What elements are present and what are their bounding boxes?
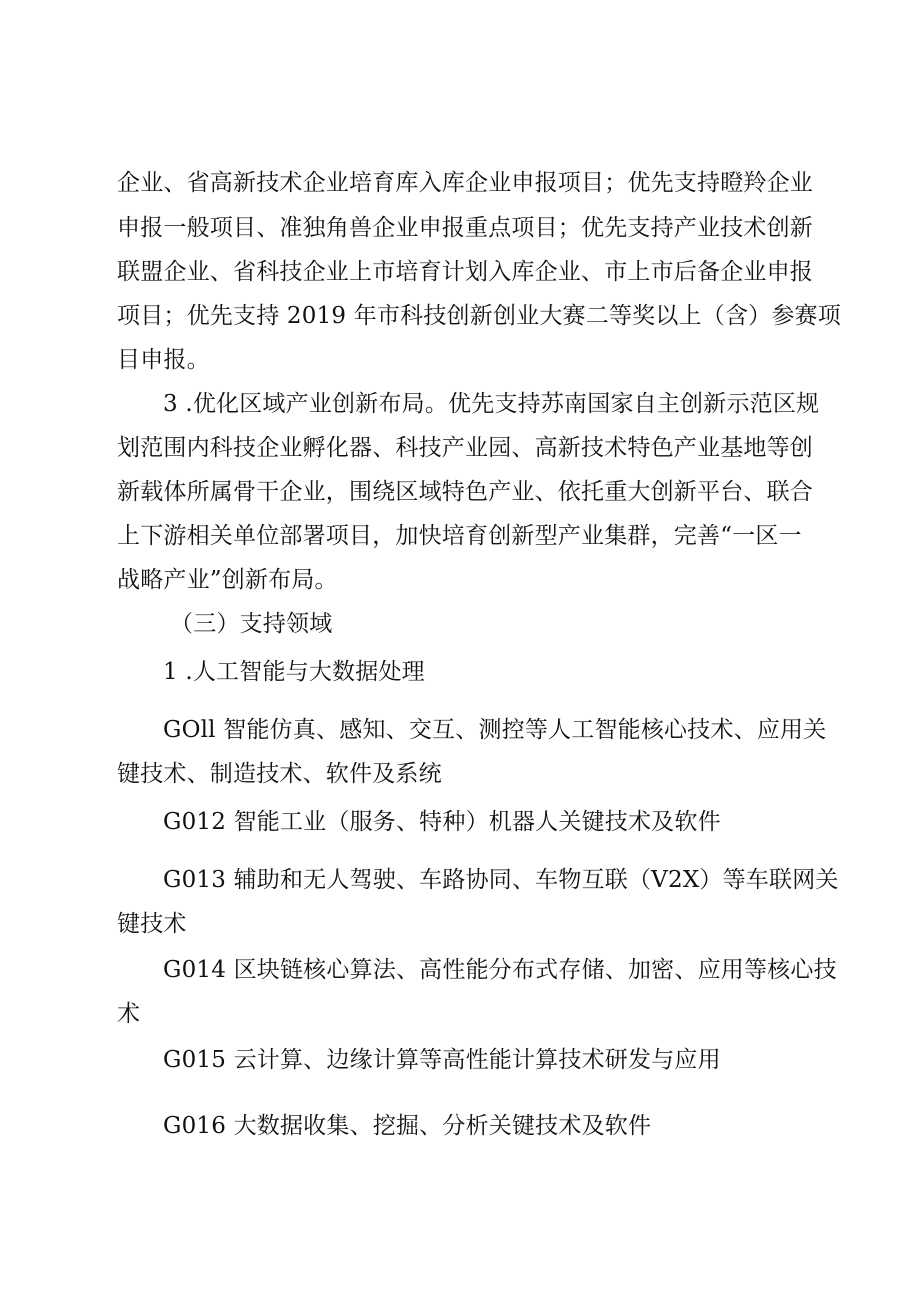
item-g011-line-1: GOll 智能仿真、感知、交互、测控等人工智能核心技术、应用关 bbox=[163, 717, 827, 743]
item-g014-line-2: 术 bbox=[117, 1001, 141, 1027]
item-g015: G015 云计算、边缘计算等高性能计算技术研发与应用 bbox=[163, 1047, 721, 1073]
paragraph-2-line-1: 3 .优化区域产业创新布局。优先支持苏南国家自主创新示范区规 bbox=[163, 391, 820, 417]
section-heading: （三）支持领域 bbox=[170, 611, 333, 637]
item-g013-line-1: G013 辅助和无人驾驶、车路协同、车物互联（V2X）等车联网关 bbox=[163, 867, 839, 893]
paragraph-1-line-4: 项目；优先支持 2019 年市科技创新创业大赛二等奖以上（含）参赛项 bbox=[117, 303, 841, 329]
item-g013-line-2: 键技术 bbox=[117, 911, 187, 937]
item-g016: G016 大数据收集、挖掘、分析关键技术及软件 bbox=[163, 1113, 652, 1139]
item-g014-line-1: G014 区块链核心算法、高性能分布式存储、加密、应用等核心技 bbox=[163, 957, 837, 983]
item-g012: G012 智能工业（服务、特种）机器人关键技术及软件 bbox=[163, 809, 721, 835]
paragraph-1-line-2: 申报一般项目、准独角兽企业申报重点项目；优先支持产业技术创新 bbox=[117, 215, 813, 241]
paragraph-2-line-5: 战略产业”创新布局。 bbox=[117, 567, 338, 593]
paragraph-2-line-4: 上下游相关单位部署项目，加快培育创新型产业集群，完善“一区一 bbox=[117, 523, 802, 549]
paragraph-1-line-1: 企业、省高新技术企业培育库入库企业申报项目；优先支持瞪羚企业 bbox=[117, 170, 813, 196]
paragraph-1-line-3: 联盟企业、省科技企业上市培育计划入库企业、市上市后备企业申报 bbox=[117, 259, 813, 285]
paragraph-2-line-2: 划范围内科技企业孵化器、科技产业园、高新技术特色产业基地等创 bbox=[117, 435, 813, 461]
paragraph-1-line-5: 目申报。 bbox=[117, 347, 210, 373]
paragraph-2-line-3: 新载体所属骨干企业，围绕区域特色产业、依托重大创新平台、联合 bbox=[117, 479, 813, 505]
subsection-heading: 1 .人工智能与大数据处理 bbox=[163, 659, 425, 685]
item-g011-line-2: 键技术、制造技术、软件及系统 bbox=[117, 761, 442, 787]
